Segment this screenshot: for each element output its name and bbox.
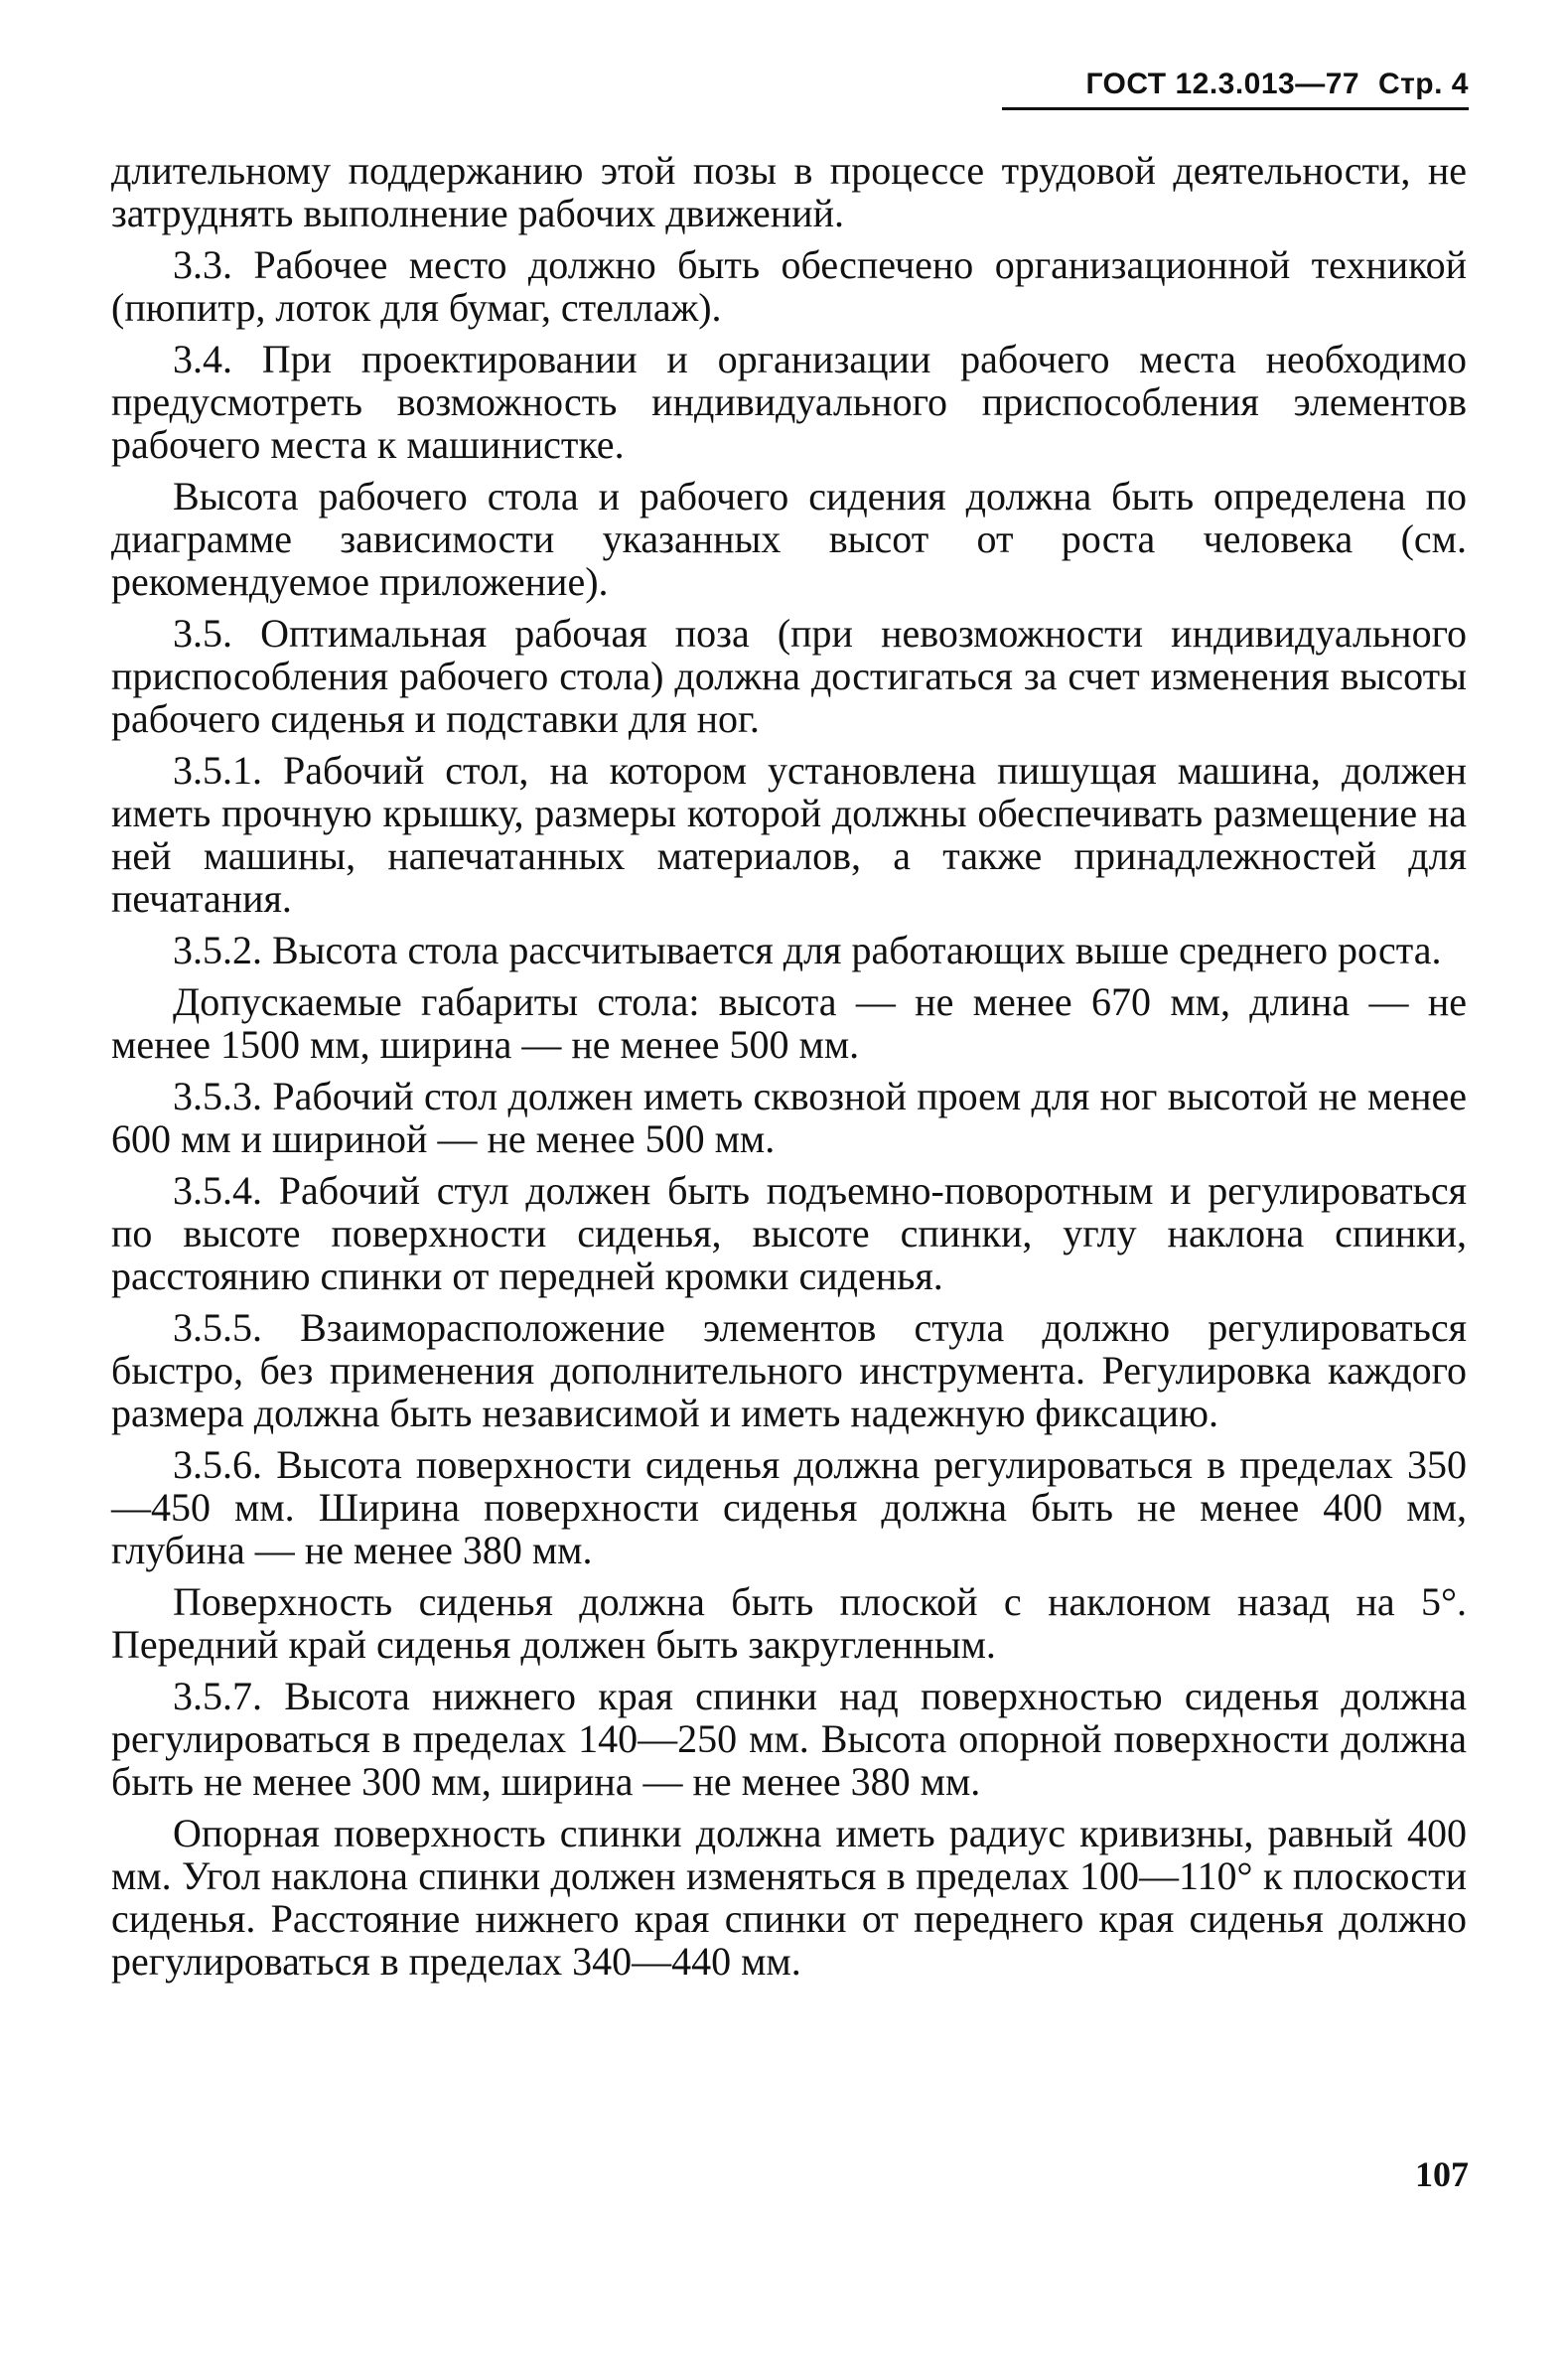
standard-code: ГОСТ 12.3.013—77 — [1085, 68, 1360, 100]
paragraph: 3.5.5. Взаиморасположение элементов стула должно регулироваться быстро, без применения дополнительного инструмента. Регулировка каждого размера должна быть независимой и иметь надежную фиксацию. — [111, 1305, 1467, 1435]
paragraph: 3.5. Оптимальная рабочая поза (при невозможности индивидуального приспособления рабочего стола) должна достигаться за счет изменения высоты рабочего сиденья и подставки для ног. — [111, 611, 1467, 741]
paragraph: Опорная поверхность спинки должна иметь радиус кривизны, равный 400 мм. Угол наклона спинки должен изменяться в пределах 100—110° к плоскости сиденья. Расстояние нижнего края спинки от переднего края сиденья должно регулироваться в пределах 340—440 мм. — [111, 1811, 1467, 1984]
paragraph: 3.5.2. Высота стола рассчитывается для работающих выше среднего роста. — [173, 928, 1442, 972]
paragraph: 3.4. При проектировании и организации рабочего места необходимо предусмотреть возможность индивидуального приспособления элементов рабочего места к машинистке. — [111, 337, 1467, 467]
paragraph: Высота рабочего стола и рабочего сидения должна быть определена по диаграмме зависимости указанных высот от роста человека (см. рекомендуемое приложение). — [111, 474, 1467, 604]
paragraph: 3.5.7. Высота нижнего края спинки над поверхностью сиденья должна регулироваться в пределах 140—250 мм. Высота опорной поверхности должна быть не менее 300 мм, ширина — не менее 380 мм. — [111, 1674, 1467, 1804]
paragraph: длительному поддержанию этой позы в процессе трудовой деятельности, не затруднять выполнение рабочих движений. — [111, 148, 1467, 235]
paragraph: Поверхность сиденья должна быть плоской с наклоном назад на 5°. Передний край сиденья должен быть закругленным. — [111, 1579, 1467, 1667]
document-body — [111, 149, 1467, 1992]
paragraph: 3.5.6. Высота поверхности сиденья должна регулироваться в пределах 350—450 мм. Ширина поверхности сиденья должна быть не менее 400 мм, глубина — не менее 380 мм. — [111, 1442, 1467, 1572]
page-number: 107 — [1415, 2154, 1469, 2194]
paragraph: Допускаемые габариты стола: высота — не менее 670 мм, длина — не менее 1500 мм, ширина — не менее 500 мм. — [111, 979, 1467, 1067]
paragraph: 3.3. Рабочее место должно быть обеспечено организационной техникой (пюпитр, лоток для бумаг, стеллаж). — [111, 242, 1467, 330]
paragraph: 3.5.3. Рабочий стол должен иметь сквозной проем для ног высотой не менее 600 мм и шириной — не менее 500 мм. — [111, 1074, 1467, 1161]
page-header — [1002, 68, 1469, 110]
page-reference: Стр. 4 — [1377, 68, 1469, 100]
paragraph: 3.5.4. Рабочий стул должен быть подъемно-поворотным и регулироваться по высоте поверхности сиденья, высоте спинки, углу наклона спинки, расстоянию спинки от передней кромки сиденья. — [111, 1168, 1467, 1298]
paragraph: 3.5.1. Рабочий стол, на котором установлена пишущая машина, должен иметь прочную крышку, размеры которой должны обеспечивать размещение на ней машины, напечатанных материалов, а также принадлежностей для печатания. — [111, 748, 1467, 921]
